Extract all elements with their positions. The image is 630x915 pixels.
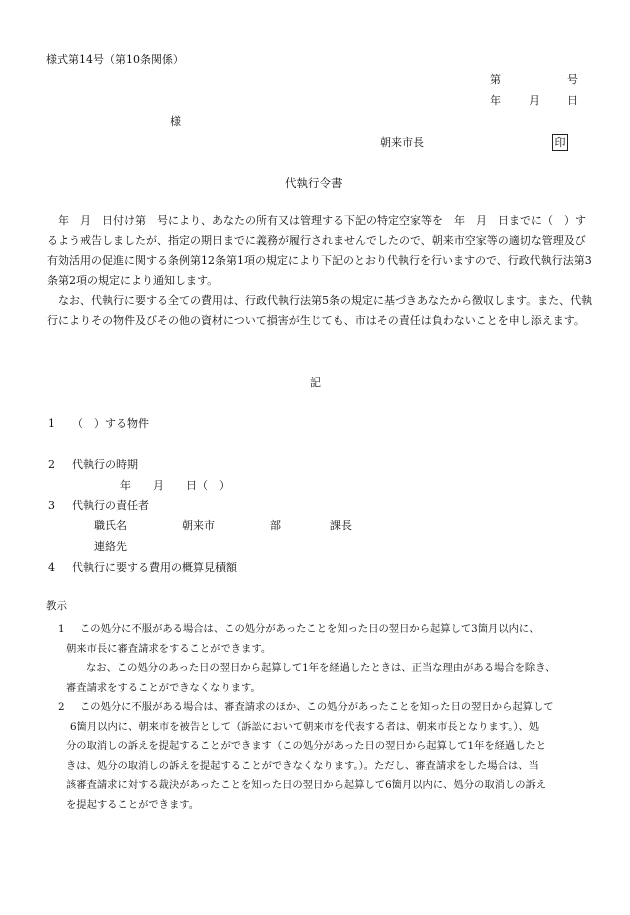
body-text (47, 211, 595, 331)
item-1-text: （ ）する物件 (72, 417, 149, 430)
notice-line: この処分に不服がある場合は、審査請求のほか、この処分があったことを知った日の翌日から起算して (80, 701, 554, 713)
notice-line: 審査請求をすることができなくなります。 (66, 681, 261, 694)
issuer: 朝来市長 (380, 136, 424, 149)
form-id: 様式第14号（第10条関係） (46, 53, 184, 66)
notice-item-2 (46, 698, 606, 815)
notice-item-2-num: 2 (58, 701, 65, 713)
item-1-num: 1 (48, 417, 55, 430)
notice-line: なお、この処分のあった日の翌日から起算して1年を経過したときは、正当な理由がある場合を除き、 (86, 662, 556, 674)
notice-line: この処分に不服がある場合は、この処分があったことを知った日の翌日から起算して3箇月以内に、 (80, 623, 540, 635)
notice-section (46, 620, 606, 815)
item-3-num: 3 (48, 499, 55, 512)
item-2-text: 代執行の時期 (72, 458, 138, 471)
seal-mark: 印 (552, 134, 568, 151)
addressee-suffix: 様 (170, 115, 181, 128)
body-paragraph-1: 年 月 日付け第 号により、あなたの所有又は管理する下記の特定空家等を 年 月 日までに（ ）するよう戒告しましたが、指定の期日までに義務が履行されませんでしたので、朝来市空家等の適切な管理及び有効活用の促進に関する条例第12条第1項の規定により下記のとおり代執行を行いますので、行政代執行法第3条第2項の規定により通知します。 (47, 214, 592, 287)
notice-line: 該審査請求に対する裁決があったことを知った日の翌日から起算して6箇月以内に、処分の取消しの訴え (66, 779, 547, 791)
item-2-num: 2 (48, 458, 55, 471)
date-year: 年 (490, 94, 501, 107)
notice-line: を提起することができます。 (66, 798, 200, 811)
notice-item-1-num: 1 (58, 623, 65, 635)
date-month: 月 (529, 94, 540, 107)
notice-line: 6箇月以内に、朝来市を被告として（訴訟において朝来市を代表する者は、朝来市長となります。）、処 (70, 720, 540, 733)
body-paragraph-2: なお、代執行に要する全ての費用は、行政代執行法第5条の規定に基づきあなたから徴収します。また、代執行によりその物件及びその他の資材について損害が生じても、市はその責任は負わないことを申し添えます。 (47, 294, 593, 327)
notice-line: 朝来市長に審査請求をすることができます。 (66, 642, 272, 655)
date-day: 日 (567, 94, 578, 107)
item-2-date: 年 月 日（ ） (120, 479, 230, 492)
item-4-num: 4 (48, 561, 55, 574)
number-label: 第 (490, 73, 501, 86)
item-3-chief: 課長 (330, 519, 352, 532)
notice-line: きは、処分の取消しの訴えを提起することができなくなります。）。ただし、審査請求をした場合は、当 (66, 759, 539, 772)
notice-line: 分の取消しの訴えを提起することができます（この処分があった日の翌日から起算して1年を経過したと (66, 740, 547, 752)
item-3-city: 朝来市 (182, 519, 215, 532)
item-3-contact-label: 連絡先 (94, 540, 127, 553)
item-3-role-label: 職氏名 (94, 519, 127, 532)
document-title: 代執行令書 (285, 176, 343, 190)
item-3-text: 代執行の責任者 (72, 499, 149, 512)
ki-heading: 記 (310, 376, 321, 389)
notice-heading: 教示 (46, 600, 67, 612)
item-3-dept: 部 (270, 519, 281, 532)
item-4-text: 代執行に要する費用の概算見積額 (72, 561, 237, 574)
notice-item-1 (46, 620, 606, 698)
number-suffix: 号 (567, 73, 578, 86)
